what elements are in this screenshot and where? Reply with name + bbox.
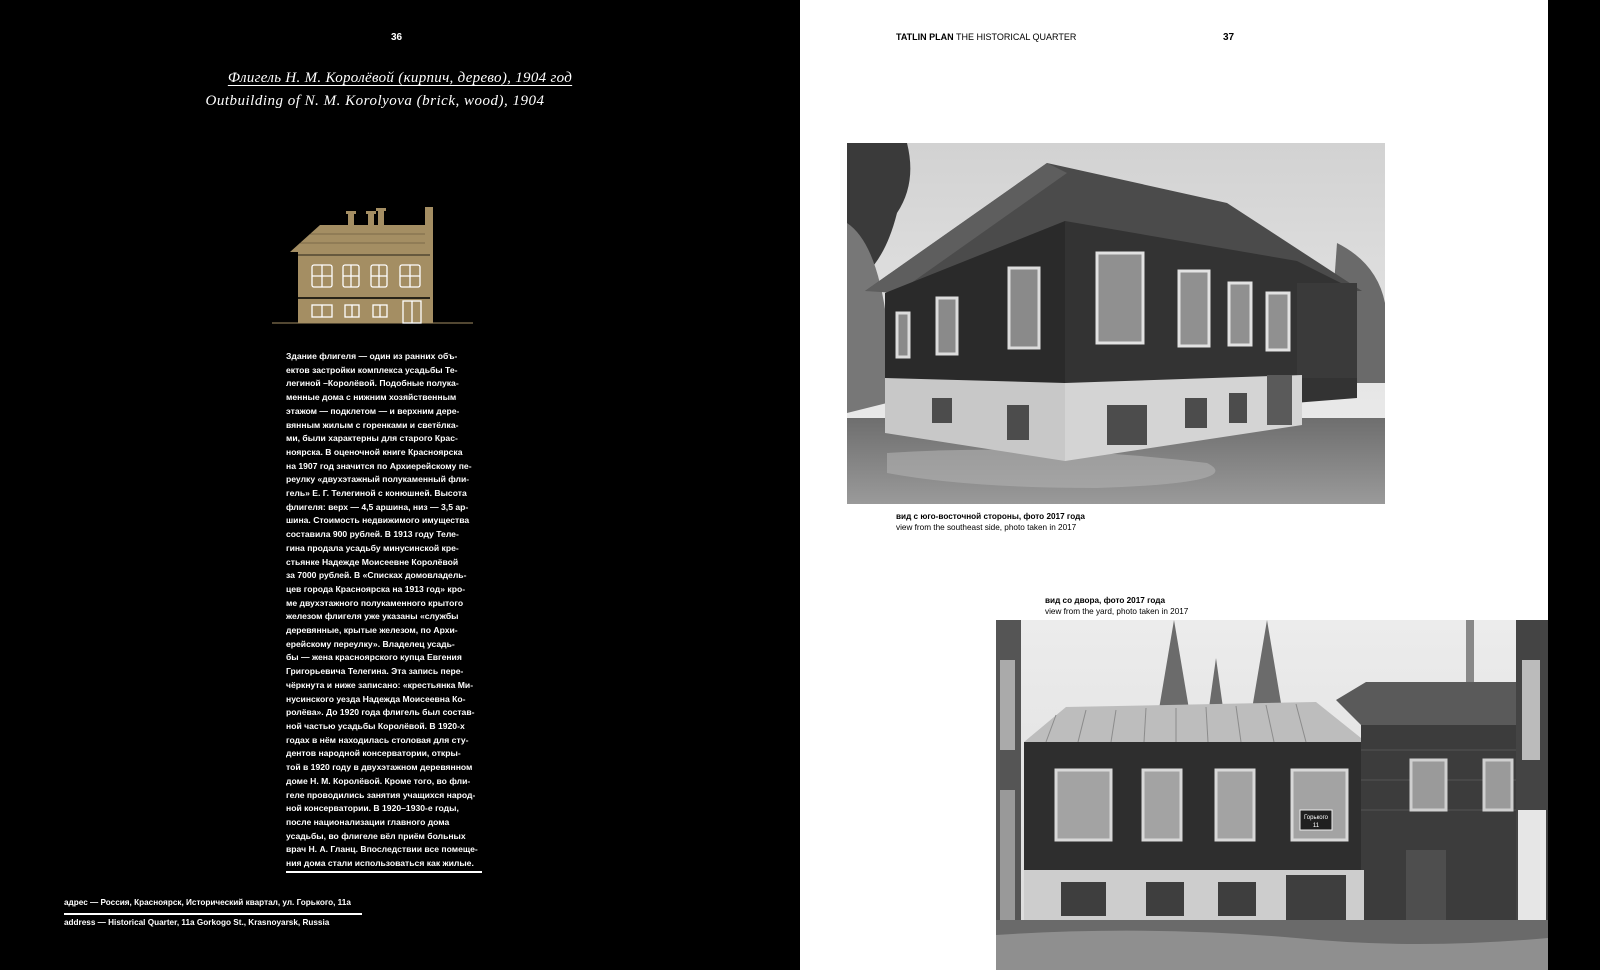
title-russian: Флигель Н. М. Королёвой (кирпич, дерево), 1904 год (227, 70, 573, 86)
body-text-line: после национализации главного дома (286, 816, 450, 827)
right-page (800, 0, 1548, 970)
title-english: Outbuilding of N. M. Korolyova (brick, wood), 1904 (205, 93, 545, 109)
body-text-line: ной консерватории. В 1920–1930-е годы, (286, 803, 459, 814)
body-text-line: годах в нём находилась столовая для сту- (286, 734, 469, 745)
body-text-line: доме Н. М. Королёвой. Кроме того, во фли- (286, 775, 471, 786)
photo2-caption-ru: вид со двора, фото 2017 года (1045, 596, 1166, 605)
svg-text:11: 11 (1312, 823, 1320, 829)
running-header (896, 32, 1076, 42)
body-text-line: ролёва». До 1920 года флигель был состав- (286, 707, 475, 718)
photo2-caption (1045, 595, 1188, 617)
body-text-line: чёркнута и ниже записано: «крестьянка Ми- (286, 679, 474, 690)
body-text-line: железом флигеля уже указаны «службы (286, 611, 459, 622)
body-text-rule (286, 871, 482, 873)
body-text-line: той в 1920 году в двухэтажном деревянном (286, 762, 473, 773)
body-text-line: ме двухэтажного полукаменного крытого (286, 597, 464, 608)
address-rule (64, 913, 362, 915)
body-text-line: за 7000 рублей. В «Списках домовладель- (286, 570, 467, 581)
body-text-line: геле проводились занятия учащихся народ- (286, 789, 476, 800)
body-text-line: на 1907 год значится по Архиерейскому пе- (286, 460, 472, 471)
body-text-line: деревянные, крытые железом, по Архи- (286, 625, 458, 636)
photo1-caption-ru: вид с юго-восточной стороны, фото 2017 года (896, 512, 1085, 521)
body-text-line: стьянке Надежде Моисеевне Королёвой (286, 556, 459, 567)
body-text-line: дентов народной консерватории, откры- (286, 748, 461, 759)
photo-yard-view (996, 620, 1548, 970)
body-text-line: флигеля: верх — 4,5 аршина, низ — 3,5 ар- (286, 501, 469, 512)
body-text-line: гель» Е. Г. Телегиной с конюшней. Высота (286, 488, 467, 499)
running-header-brand: TATLIN PLAN (896, 32, 954, 42)
address-russian: адрес — Россия, Красноярск, Исторический квартал, ул. Горького, 11а (64, 898, 351, 907)
body-text-line: вянным жилым с горенками и светёлка- (286, 419, 459, 430)
body-text-line: легиной –Королёвой. Подобные полука- (286, 378, 459, 389)
body-text-line: ноярска. В оценочной книге Красноярска (286, 446, 463, 457)
body-text-line: ерейскому переулку». Владелец усадь- (286, 638, 455, 649)
body-text-line: ния дома стали использоваться как жилые. (286, 858, 474, 869)
body-text-line: менные дома с нижним хозяйственным (286, 392, 457, 403)
page-number-right: 37 (1223, 32, 1235, 43)
page-number-left: 36 (391, 32, 403, 43)
street-sign-text: Горького (1303, 815, 1329, 821)
body-text-line: шина. Стоимость недвижимого имущества (286, 515, 470, 526)
building-facade-drawing (270, 205, 475, 335)
body-text-line: врач Н. А. Гланц. Впоследствии все помеще- (286, 844, 478, 855)
body-text-line: ми, были характерны для старого Крас- (286, 433, 458, 444)
body-text-line: усадьбы, во флигеле вёл приём больных (286, 830, 466, 841)
body-text-line: реулку «двухэтажный полукаменный фли- (286, 474, 470, 485)
body-text-line: нусинского уезда Надежда Моисеевна Ко- (286, 693, 466, 704)
body-text-line: бы — жена красноярского купца Евгения (286, 652, 462, 663)
body-text-line: Григорьевича Телегина. Эта запись пере- (286, 666, 464, 677)
body-text-line: гина продала усадьбу минусинской кре- (286, 542, 459, 553)
photo2-caption-en: view from the yard, photo taken in 2017 (1045, 607, 1189, 616)
body-text-line: цев города Красноярска на 1913 год» кро- (286, 583, 466, 594)
address-english: address — Historical Quarter, 11a Gorkogo St., Krasnoyarsk, Russia (64, 918, 330, 927)
photo1-caption-en: view from the southeast side, photo taken in 2017 (896, 523, 1077, 532)
running-header-section: THE HISTORICAL QUARTER (953, 32, 1077, 42)
body-text-line: составила 900 рублей. В 1913 году Теле- (286, 529, 459, 540)
body-text-line: этажом — подклетом — и верхним дере- (286, 405, 460, 416)
body-text-line: Здание флигеля — один из ранних объ- (286, 351, 458, 361)
body-text-line: ной частью усадьбы Королёвой. В 1920-х (286, 720, 465, 731)
photo-southeast-view (847, 143, 1385, 504)
body-text-line: ектов застройки комплекса усадьбы Те- (286, 364, 458, 375)
photo1-caption (896, 511, 1085, 533)
body-text (286, 350, 486, 871)
page-edge (1548, 0, 1600, 970)
